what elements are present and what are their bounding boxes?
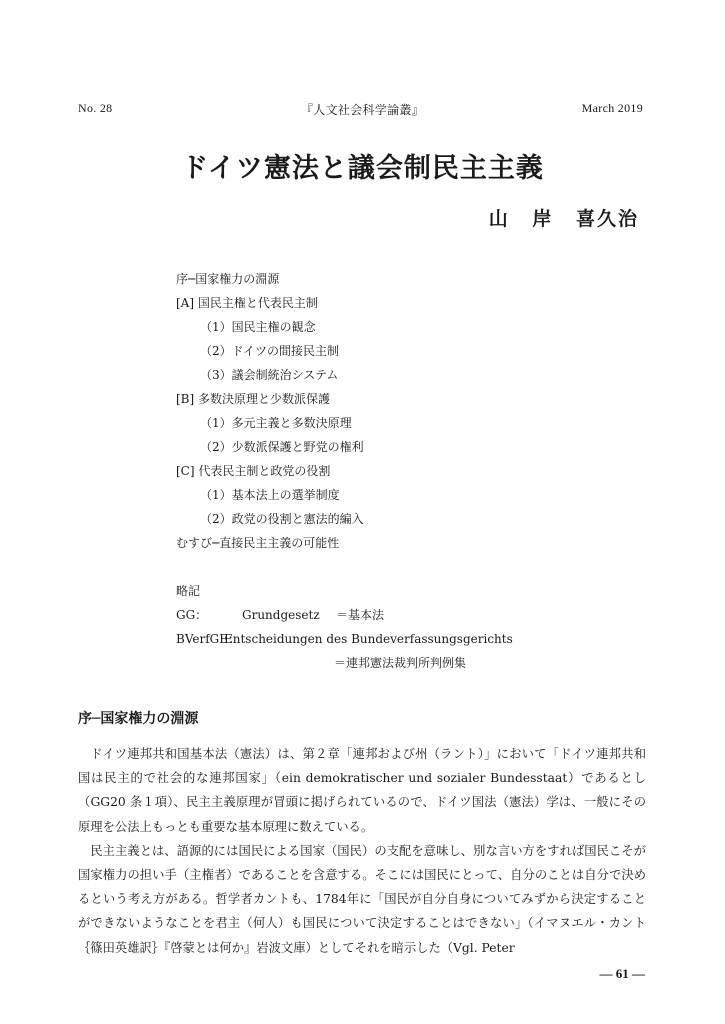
abbr-japanese: ＝連邦憲法裁判所判例集 (334, 656, 467, 670)
abbr-german: Entscheidungen des Bundeverfassungsgerichts (224, 632, 513, 646)
toc-item: （2）政党の役割と憲法的編入 (200, 512, 364, 526)
section-heading: 序─国家権力の淵源 (78, 711, 199, 727)
author-name: 山 岸 喜久治 (488, 208, 639, 230)
issue-date: March 2019 (581, 101, 643, 115)
table-of-contents (176, 267, 364, 555)
abbreviation-bverfge (176, 627, 513, 651)
body-text (78, 742, 646, 960)
page-number: ― 61 ― (599, 966, 645, 981)
toc-item: 序─国家権力の淵源 (176, 272, 280, 286)
toc-item: [C] 代表民主制と政党の役割 (176, 464, 331, 478)
abbr-german: Grundgesetz (242, 608, 320, 622)
abbreviations-heading: 略記 (176, 584, 201, 598)
abbr-key: BVerfGE： (176, 632, 241, 646)
toc-item: （1）多元主義と多数決原理 (200, 416, 352, 430)
toc-item: （2）ドイツの間接民主制 (200, 344, 340, 358)
abbreviations-block (176, 579, 513, 675)
toc-item: （1）基本法上の選挙制度 (200, 488, 340, 502)
journal-title: 『人文社会科学論叢』 (300, 103, 424, 117)
abbreviation-gg (176, 603, 513, 627)
toc-item: [A] 国民主権と代表民主制 (176, 296, 318, 310)
toc-item: （3）議会制統治システム (200, 368, 339, 382)
toc-item: [B] 多数決原理と少数派保護 (176, 392, 330, 406)
toc-item: （2）少数派保護と野党の権利 (200, 440, 364, 454)
toc-item: （1）国民主権の観念 (200, 320, 316, 334)
paragraph: ドイツ連邦共和国基本法（憲法）は、第２章「連邦および州（ラント）」において「ドイツ連邦共和国は民主的で社会的な連邦国家」（ein demokratischer und sozialer Bundesstaat）であるとし（GG20 条１項）、民主主義原理が冒頭に掲げられているので、ドイツ国法（憲法）学は、一般にその原理を公法上もっとも重要な基本原理に数えている。 (78, 747, 646, 834)
abbr-japanese: ＝基本法 (336, 608, 385, 622)
article-title: ドイツ憲法と議会制民主主義 (181, 153, 544, 184)
journal-issue-number: No. 28 (78, 101, 113, 115)
toc-item: むすび─直接民主主義の可能性 (176, 536, 340, 550)
paragraph: 民主主義とは、語源的には国民による国家（国民）の支配を意味し、別な言い方をすれば国民こそが国家権力の担い手（主権者）であることを含意する。そこには国民にとって、自分のことは自分で決めるという考え方がある。哲学者カントも、1784年に「国民が自分自身についてみずから決定することができないようなことを君主（何人）も国民について決定することはできない」（イマヌエル・カント｛篠田英雄訳｝『啓蒙とは何か』岩波文庫）としてそれを暗示した（Vgl. Peter (78, 843, 646, 955)
abbr-key: GG： (176, 608, 208, 622)
